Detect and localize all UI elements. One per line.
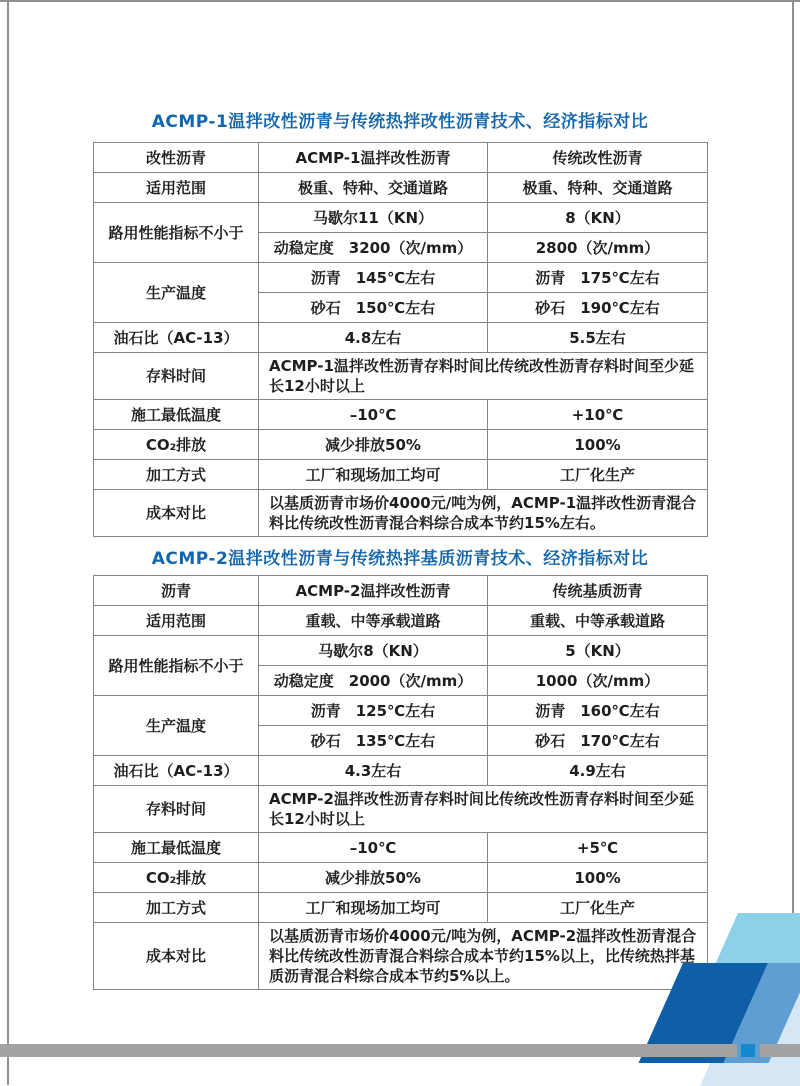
t2-co2-label: CO₂排放 bbox=[94, 863, 259, 893]
t2-processing-trad: 工厂化生产 bbox=[488, 893, 708, 923]
t1-co2-label: CO₂排放 bbox=[94, 430, 259, 460]
t1-scope-label: 适用范围 bbox=[94, 173, 259, 203]
table-row bbox=[94, 756, 708, 786]
t2-type-trad: 传统基质沥青 bbox=[488, 576, 708, 606]
t2-stability-acmp: 动稳定度 2000（次/mm） bbox=[259, 666, 488, 696]
table2-title: ACMP-2温拌改性沥青与传统热拌基质沥青技术、经济指标对比 bbox=[151, 549, 649, 569]
t1-asphalt-temp-acmp: 沥青 145℃左右 bbox=[259, 263, 488, 293]
t2-type-acmp: ACMP-2温拌改性沥青 bbox=[259, 576, 488, 606]
t2-ratio-label: 油石比（AC-13） bbox=[94, 756, 259, 786]
t1-storage-text: ACMP-1温拌改性沥青存料时间比传统改性沥青存料时间至少延长12小时以上 bbox=[259, 353, 708, 400]
t2-co2-acmp: 减少排放50% bbox=[259, 863, 488, 893]
t1-processing-trad: 工厂化生产 bbox=[488, 460, 708, 490]
t1-co2-acmp: 减少排放50% bbox=[259, 430, 488, 460]
t2-type-label: 沥青 bbox=[94, 576, 259, 606]
t2-mintemp-trad: +5℃ bbox=[488, 833, 708, 863]
t1-ratio-label: 油石比（AC-13） bbox=[94, 323, 259, 353]
table-row bbox=[94, 353, 708, 400]
footer-accent-square bbox=[741, 1044, 755, 1057]
t1-cost-label: 成本对比 bbox=[94, 490, 259, 537]
t1-temperature-label: 生产温度 bbox=[94, 263, 259, 323]
t2-ratio-trad: 4.9左右 bbox=[488, 756, 708, 786]
t1-co2-trad: 100% bbox=[488, 430, 708, 460]
t1-marshall-acmp: 马歇尔11（KN） bbox=[259, 203, 488, 233]
t1-stability-trad: 2800（次/mm） bbox=[488, 233, 708, 263]
t1-mintemp-acmp: –10℃ bbox=[259, 400, 488, 430]
t1-asphalt-temp-trad: 沥青 175℃左右 bbox=[488, 263, 708, 293]
table1-title: ACMP-1温拌改性沥青与传统热拌改性沥青技术、经济指标对比 bbox=[151, 112, 649, 132]
comparison-table-acmp2 bbox=[93, 575, 708, 990]
t1-scope-trad: 极重、特种、交通道路 bbox=[488, 173, 708, 203]
t1-performance-label: 路用性能指标不小于 bbox=[94, 203, 259, 263]
t2-cost-text: 以基质沥青市场价4000元/吨为例，ACMP-2温拌改性沥青混合料比传统改性沥青混合料综合成本节约15%以上，比传统热拌基质沥青混合料综合成本节约5%以上。 bbox=[259, 923, 708, 990]
table-row bbox=[94, 576, 708, 606]
t2-scope-label: 适用范围 bbox=[94, 606, 259, 636]
t2-aggregate-temp-acmp: 砂石 135℃左右 bbox=[259, 726, 488, 756]
table-row bbox=[94, 786, 708, 833]
t2-asphalt-temp-trad: 沥青 160℃左右 bbox=[488, 696, 708, 726]
t1-processing-acmp: 工厂和现场加工均可 bbox=[259, 460, 488, 490]
t2-scope-trad: 重载、中等承载道路 bbox=[488, 606, 708, 636]
page-border-top bbox=[0, 0, 800, 2]
t2-cost-label: 成本对比 bbox=[94, 923, 259, 990]
t2-ratio-acmp: 4.3左右 bbox=[259, 756, 488, 786]
t1-storage-label: 存料时间 bbox=[94, 353, 259, 400]
table-row bbox=[94, 173, 708, 203]
t2-processing-label: 加工方式 bbox=[94, 893, 259, 923]
table-row bbox=[94, 143, 708, 173]
table-row bbox=[94, 460, 708, 490]
t2-asphalt-temp-acmp: 沥青 125℃左右 bbox=[259, 696, 488, 726]
t1-type-label: 改性沥青 bbox=[94, 143, 259, 173]
table-row bbox=[94, 863, 708, 893]
page-border-right bbox=[792, 0, 794, 1046]
t2-performance-label: 路用性能指标不小于 bbox=[94, 636, 259, 696]
t2-mintemp-label: 施工最低温度 bbox=[94, 833, 259, 863]
table-row bbox=[94, 696, 708, 726]
t2-storage-text: ACMP-2温拌改性沥青存料时间比传统改性沥青存料时间至少延长12小时以上 bbox=[259, 786, 708, 833]
t1-mintemp-label: 施工最低温度 bbox=[94, 400, 259, 430]
t1-aggregate-temp-trad: 砂石 190℃左右 bbox=[488, 293, 708, 323]
table-row bbox=[94, 263, 708, 293]
page-border-left bbox=[7, 0, 9, 1085]
t1-aggregate-temp-acmp: 砂石 150℃左右 bbox=[259, 293, 488, 323]
t1-cost-text: 以基质沥青市场价4000元/吨为例，ACMP-1温拌改性沥青混合料比传统改性沥青混合料综合成本节约15%左右。 bbox=[259, 490, 708, 537]
t1-stability-acmp: 动稳定度 3200（次/mm） bbox=[259, 233, 488, 263]
table-row bbox=[94, 636, 708, 666]
t2-storage-label: 存料时间 bbox=[94, 786, 259, 833]
table-row bbox=[94, 400, 708, 430]
table-row bbox=[94, 490, 708, 537]
t2-marshall-trad: 5（KN） bbox=[488, 636, 708, 666]
table-row bbox=[94, 923, 708, 990]
table-row bbox=[94, 606, 708, 636]
footer-bar-right bbox=[760, 1044, 800, 1057]
t1-marshall-trad: 8（KN） bbox=[488, 203, 708, 233]
table-row bbox=[94, 893, 708, 923]
t1-scope-acmp: 极重、特种、交通道路 bbox=[259, 173, 488, 203]
t2-co2-trad: 100% bbox=[488, 863, 708, 893]
t1-ratio-acmp: 4.8左右 bbox=[259, 323, 488, 353]
table-row bbox=[94, 833, 708, 863]
t1-type-acmp: ACMP-1温拌改性沥青 bbox=[259, 143, 488, 173]
t1-processing-label: 加工方式 bbox=[94, 460, 259, 490]
t1-mintemp-trad: +10℃ bbox=[488, 400, 708, 430]
t2-scope-acmp: 重载、中等承载道路 bbox=[259, 606, 488, 636]
t2-aggregate-temp-trad: 砂石 170℃左右 bbox=[488, 726, 708, 756]
t1-ratio-trad: 5.5左右 bbox=[488, 323, 708, 353]
table-row bbox=[94, 430, 708, 460]
table-row bbox=[94, 323, 708, 353]
t2-marshall-acmp: 马歇尔8（KN） bbox=[259, 636, 488, 666]
comparison-table-acmp1 bbox=[93, 142, 708, 537]
t2-processing-acmp: 工厂和现场加工均可 bbox=[259, 893, 488, 923]
t1-type-trad: 传统改性沥青 bbox=[488, 143, 708, 173]
t2-stability-trad: 1000（次/mm） bbox=[488, 666, 708, 696]
t2-mintemp-acmp: –10℃ bbox=[259, 833, 488, 863]
table-row bbox=[94, 203, 708, 233]
t2-temperature-label: 生产温度 bbox=[94, 696, 259, 756]
footer-bar bbox=[0, 1044, 737, 1057]
